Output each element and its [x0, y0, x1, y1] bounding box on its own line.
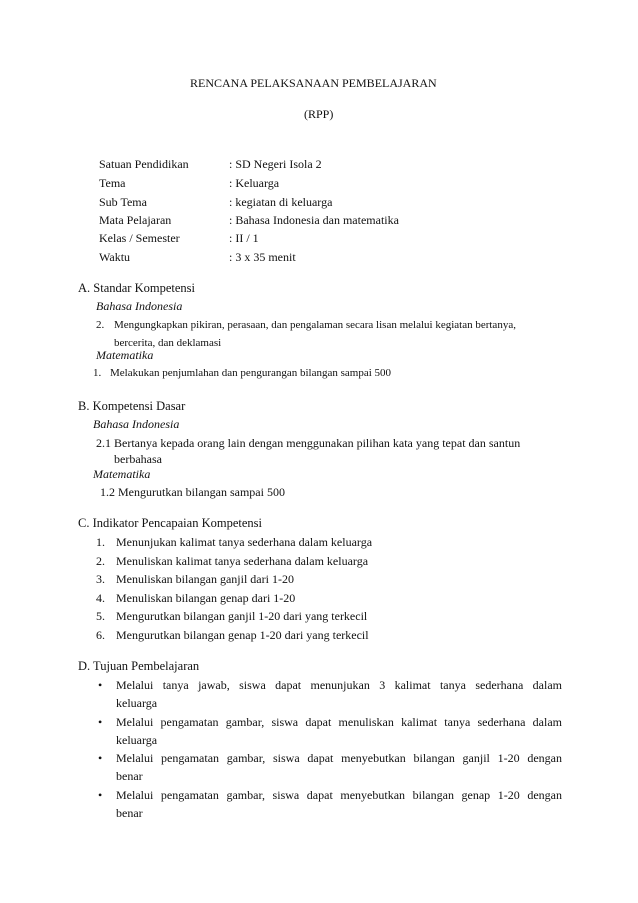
list-number: 2.	[96, 319, 105, 331]
subject-label: Matematika	[93, 467, 151, 481]
list-item-text: Melalui pengamatan gambar, siswa dapat menyebutkan bilangan genap 1-20 dengan	[116, 788, 562, 802]
list-number: 2.	[96, 554, 105, 568]
identity-label: Waktu	[99, 250, 131, 264]
list-item-text: Mengurutkan bilangan ganjil 1-20 dari yang terkecil	[116, 609, 368, 623]
list-item-text: Mengungkapkan pikiran, perasaan, dan pengalaman secara lisan melalui kegiatan bertanya,	[114, 319, 516, 331]
list-item-text: Melalui pengamatan gambar, siswa dapat menyebutkan bilangan ganjil 1-20 dengan	[116, 751, 562, 765]
list-item-text: Mengurutkan bilangan genap 1-20 dari yang terkecil	[116, 628, 369, 642]
bullet-icon: •	[98, 788, 103, 802]
list-item-text: Melalui pengamatan gambar, siswa dapat menuliskan kalimat tanya sederhana dalam	[116, 715, 562, 729]
subject-label: Bahasa Indonesia	[93, 417, 180, 431]
list-item-text: Menuliskan bilangan ganjil dari 1-20	[116, 572, 294, 586]
list-number: 5.	[96, 609, 105, 623]
identity-value: : SD Negeri Isola 2	[229, 157, 322, 171]
list-item-text: Melalui tanya jawab, siswa dapat menunjukan 3 kalimat tanya sederhana dalam	[116, 678, 562, 692]
list-item-text: Menunjukan kalimat tanya sederhana dalam keluarga	[116, 535, 373, 549]
subject-label: Matematika	[96, 348, 154, 362]
bullet-icon: •	[98, 751, 103, 765]
list-item-text: Menuliskan bilangan genap dari 1-20	[116, 591, 296, 605]
identity-label: Tema	[99, 176, 126, 190]
list-number: 1.	[93, 367, 102, 379]
identity-label: Sub Tema	[99, 195, 147, 209]
document-subtitle: (RPP)	[304, 107, 334, 121]
section-heading: A. Standar Kompetensi	[78, 281, 195, 295]
identity-label: Satuan Pendidikan	[99, 157, 189, 171]
identity-label: Kelas / Semester	[99, 231, 180, 245]
document-title: RENCANA PELAKSANAAN PEMBELAJARAN	[190, 76, 437, 90]
list-item-text: benar	[116, 769, 143, 783]
section-heading: C. Indikator Pencapaian Kompetensi	[78, 516, 262, 530]
list-item-text: Menuliskan kalimat tanya sederhana dalam keluarga	[116, 554, 369, 568]
list-number: 3.	[96, 572, 105, 586]
list-item-text: Melakukan penjumlahan dan pengurangan bilangan sampai 500	[110, 367, 392, 379]
list-number: 1.	[96, 535, 105, 549]
list-item-text: berbahasa	[114, 452, 162, 466]
list-number: 4.	[96, 591, 105, 605]
list-item-text: benar	[116, 806, 143, 820]
section-heading: B. Kompetensi Dasar	[78, 399, 186, 413]
identity-value: : kegiatan di keluarga	[229, 195, 333, 209]
identity-label: Mata Pelajaran	[99, 213, 172, 227]
bullet-icon: •	[98, 715, 103, 729]
list-item-text: 1.2 Mengurutkan bilangan sampai 500	[100, 485, 285, 499]
identity-value: : II / 1	[229, 231, 259, 245]
identity-value: : Keluarga	[229, 176, 280, 190]
section-heading: D. Tujuan Pembelajaran	[78, 659, 200, 673]
list-number: 6.	[96, 628, 105, 642]
list-item-text: bercerita, dan deklamasi	[114, 337, 222, 349]
subject-label: Bahasa Indonesia	[96, 299, 183, 313]
identity-value: : 3 x 35 menit	[229, 250, 296, 264]
list-item-text: keluarga	[116, 696, 158, 710]
list-item-text: 2.1 Bertanya kepada orang lain dengan menggunakan pilihan kata yang tepat dan santun	[96, 436, 521, 450]
list-item-text: keluarga	[116, 733, 158, 747]
bullet-icon: •	[98, 678, 103, 692]
identity-value: : Bahasa Indonesia dan matematika	[229, 213, 399, 227]
